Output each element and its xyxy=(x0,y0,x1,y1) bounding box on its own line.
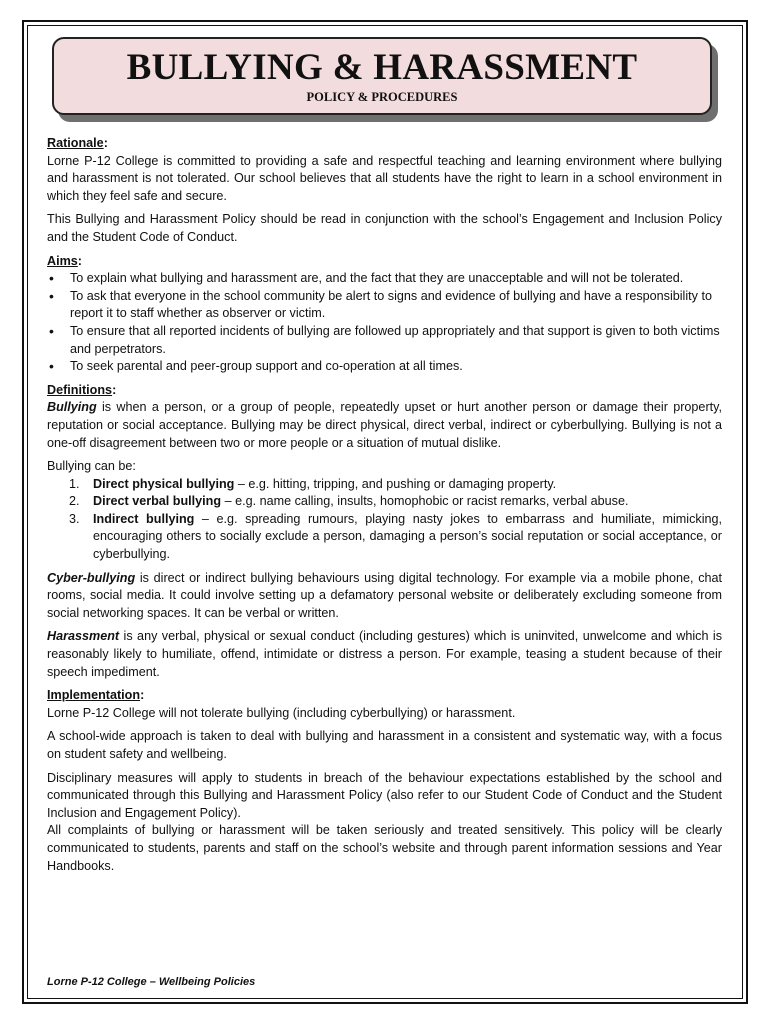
bullying-type-text: – e.g. name calling, insults, homophobic or racist remarks, verbal abuse. xyxy=(221,494,629,509)
bullying-can-be-label: Bullying can be: xyxy=(47,459,136,474)
aims-list-item: • To ask that everyone in the school community be alert to signs and evidence of bullying and have a responsibility to report it to staff whether as observer or victim. xyxy=(47,288,722,323)
definitions-section-heading: Definitions: xyxy=(47,382,117,397)
rationale-section-heading: Rationale: xyxy=(47,136,108,150)
rationale-paragraph-2: This Bullying and Harassment Policy should be read in conjunction with the school’s Engagement and Inclusion Policy and the Student Code of Conduct. xyxy=(47,212,722,244)
cyberbullying-term: Cyber-bullying xyxy=(47,570,136,585)
document-subtitle: POLICY & PROCEDURES xyxy=(306,90,458,104)
cyberbullying-definition-text: is direct or indirect bullying behaviours using digital technology. For example via a mobile phone, chat rooms, social media. It could involve setting up a defamatory personal website or deliberately excluding someone from social networking spaces. It can be verbal or written. xyxy=(47,570,722,620)
page-footer: Lorne P-12 College – Wellbeing Policies xyxy=(47,976,256,988)
bullying-type-term: Direct verbal bullying xyxy=(93,494,222,509)
aims-list xyxy=(47,270,722,376)
title-banner xyxy=(52,37,712,115)
implementation-paragraph-2: A school-wide approach is taken to deal with bullying and harassment in a consistent and systematic way, with a focus on student safety and wellbeing. xyxy=(47,729,722,761)
bullying-type-term: Direct physical bullying xyxy=(93,476,235,491)
bullying-type-item xyxy=(47,511,722,564)
aims-list-item: • To seek parental and peer-group support and co-operation at all times. xyxy=(47,358,722,376)
aims-heading: Aims xyxy=(47,253,78,268)
rationale-paragraph-1: Lorne P-12 College is committed to providing a safe and respectful teaching and learning environment where bullying and harassment is not tolerated. Our school believes that all students have the right to learn in a school environment in which they feel safe and secure. xyxy=(47,153,722,203)
document-title: BULLYING & HARASSMENT xyxy=(126,47,638,88)
harassment-definition xyxy=(47,628,722,681)
bullying-types-list xyxy=(47,476,722,564)
policy-body xyxy=(47,135,722,881)
harassment-definition-text: is any verbal, physical or sexual conduct (including gestures) which is uninvited, unwelcome and which is reasonably likely to humiliate, offend, intimidate or distress a person. For example, teasing a student because of their speech impediment. xyxy=(47,629,722,679)
list-number: 2. xyxy=(69,494,80,509)
bullying-type-item xyxy=(47,493,722,511)
bullying-type-text: – e.g. spreading rumours, playing nasty jokes to embarrass and humiliate, mimicking, encouraging others to socially exclude a person, damaging a person’s social reputation or social acceptance, or cyberbullying. xyxy=(93,511,722,562)
bullying-term: Bullying xyxy=(47,400,97,415)
bullying-type-item xyxy=(47,476,722,494)
aims-list-item: • To ensure that all reported incidents of bullying are followed up appropriately and that support is given to both victims and perpetrators. xyxy=(47,323,722,358)
definitions-heading: Definitions xyxy=(47,382,113,397)
bullying-definition-text: is when a person, or a group of people, repeatedly upset or hurt another person or damage their property, reputation or social acceptance. Bullying may be direct physical, direct verbal, indirect or cyberbullying. Bullying is not a one-off disagreement between two or more people or a situation of mutual dislike. xyxy=(47,400,722,450)
harassment-term: Harassment xyxy=(47,629,120,644)
implementation-paragraph-1: Lorne P-12 College will not tolerate bullying (including cyberbullying) or harassment. xyxy=(47,705,516,720)
aims-list-item: • To explain what bullying and harassment are, and the fact that they are unacceptable and will not be tolerated. xyxy=(47,270,722,288)
rationale-heading: Rationale xyxy=(47,136,104,150)
implementation-heading: Implementation xyxy=(47,688,141,703)
list-number: 3. xyxy=(69,511,80,526)
bullying-type-text: – e.g. hitting, tripping, and pushing or damaging property. xyxy=(234,476,557,491)
bullying-type-term: Indirect bullying xyxy=(93,511,195,526)
cyberbullying-definition xyxy=(47,570,722,623)
implementation-paragraph-3: Disciplinary measures will apply to students in breach of the behaviour expectations established by the school and communicated through this Bullying and Harassment Policy (also refer to our Student Code of Conduct and the Student Inclusion and Engagement Policy). xyxy=(47,770,722,820)
bullying-definition xyxy=(47,399,722,452)
implementation-section-heading: Implementation: xyxy=(47,688,145,703)
aims-section-heading: Aims: xyxy=(47,253,82,268)
implementation-paragraph-4: All complaints of bullying or harassment will be taken seriously and treated sensitively. This policy will be clearly communicated to students, parents and staff on the school’s website and through parent information sessions and Year Handbooks. xyxy=(47,823,722,873)
list-number: 1. xyxy=(69,476,80,491)
